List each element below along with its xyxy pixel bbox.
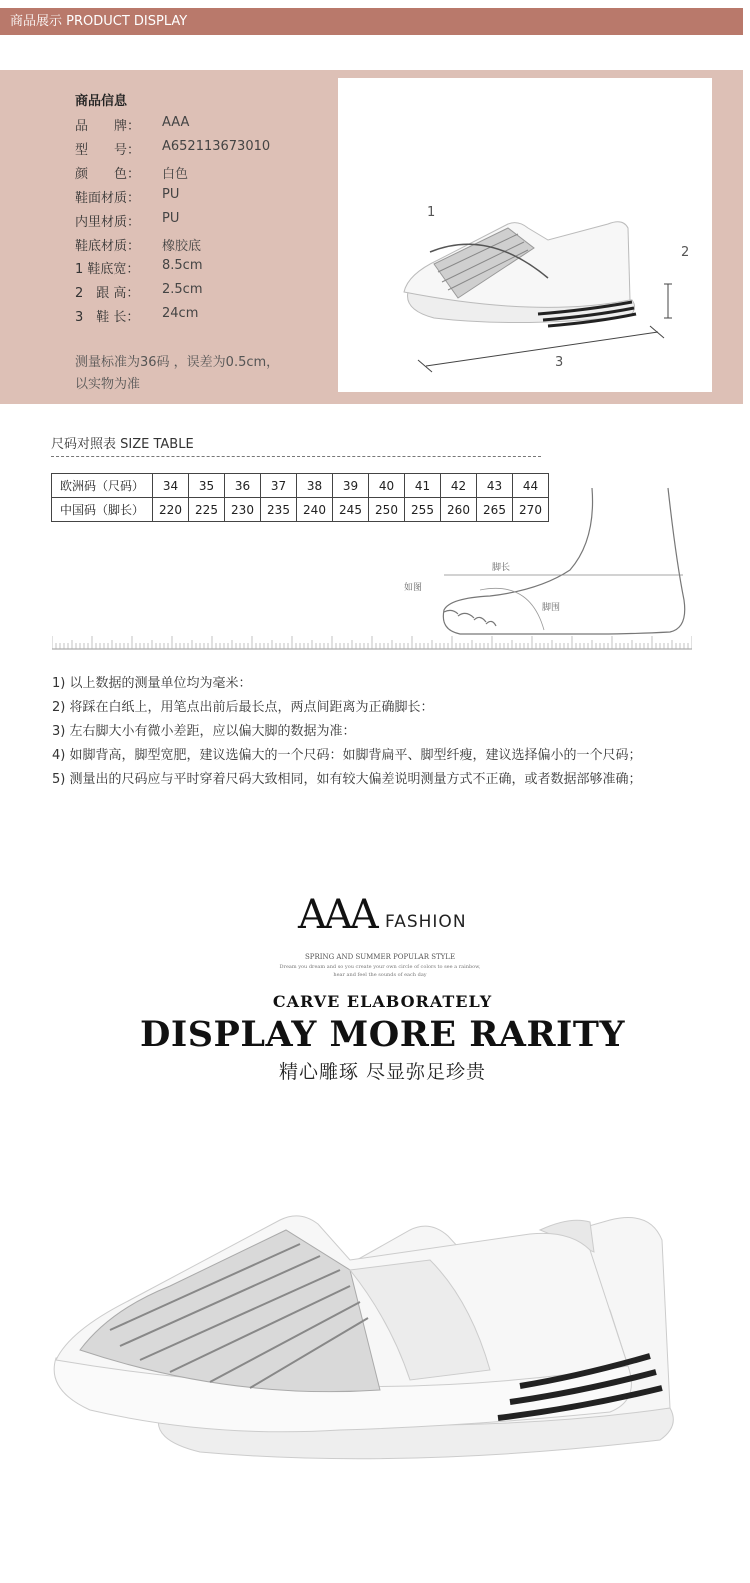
spec-label-lining: 内里材质： xyxy=(75,215,141,230)
table-cell: 260 xyxy=(441,498,477,522)
spec-value-model: A652113673010 xyxy=(162,139,271,154)
slogan-chinese: 精心雕琢 尽显弥足珍贵 xyxy=(278,1061,487,1083)
spec-value-sole: 橡胶底 xyxy=(162,239,202,254)
table-cell: 35 xyxy=(189,474,225,498)
brand-tagline: SPRING AND SUMMER POPULAR STYLE xyxy=(304,953,456,961)
spec-label-sole-width: 1 鞋底宽： xyxy=(75,262,140,277)
brand-small-line1: Dream you dream and so you create your own circle of colors to see a rainbow, xyxy=(279,964,481,970)
diagram-label-3: 3 xyxy=(555,355,564,370)
table-cell: 245 xyxy=(333,498,369,522)
table-cell: 34 xyxy=(153,474,189,498)
spec-value-sole-width: 8.5cm xyxy=(162,258,203,273)
diagram-label-1: 1 xyxy=(427,205,436,220)
table-cell: 39 xyxy=(333,474,369,498)
spec-label-upper: 鞋面材质： xyxy=(75,191,141,206)
brand-logo: AAA xyxy=(298,892,376,938)
foot-toe-label: 如图 xyxy=(404,583,423,593)
foot-circ-label: 脚围 xyxy=(542,603,561,613)
table-cell: 240 xyxy=(297,498,333,522)
table-cell: 38 xyxy=(297,474,333,498)
table-cell-header-eu: 欧洲码（尺码） xyxy=(52,474,153,498)
spec-value-length: 24cm xyxy=(162,306,199,321)
foot-measure-diagram xyxy=(400,480,700,640)
table-cell: 40 xyxy=(369,474,405,498)
table-cell: 44 xyxy=(513,474,549,498)
measurement-note xyxy=(75,352,325,396)
brand-small-text xyxy=(260,963,500,979)
spec-label-length: 3 鞋 长： xyxy=(75,310,140,325)
slogan-carve: CARVE ELABORATELY xyxy=(272,992,493,1011)
spec-label-sole: 鞋底材质： xyxy=(75,239,141,254)
spec-label-heel: 2 跟 高： xyxy=(75,286,140,301)
spec-label-model: 型 号： xyxy=(75,143,141,158)
note-2: 2) 将踩在白纸上，用笔点出前后最长点，两点间距离为正确脚长： xyxy=(52,700,434,715)
table-cell: 220 xyxy=(153,498,189,522)
spec-value-color: 白色 xyxy=(162,167,189,182)
spec-value-upper: PU xyxy=(162,187,180,202)
measurement-note-line1: 测量标准为36码 ，误差为0.5cm， xyxy=(75,355,280,370)
shoe-diagram xyxy=(338,78,712,392)
spec-value-heel: 2.5cm xyxy=(162,282,203,297)
shoe-length-marker xyxy=(426,332,658,366)
table-cell: 37 xyxy=(261,474,297,498)
table-cell: 41 xyxy=(405,474,441,498)
ruler xyxy=(52,636,692,650)
table-cell: 255 xyxy=(405,498,441,522)
size-table-divider xyxy=(51,456,541,457)
brand-fashion: FASHION xyxy=(385,912,467,932)
spec-label-brand: 品 牌： xyxy=(75,119,141,134)
note-4: 4) 如脚背高，脚型宽肥，建议选偏大的一个尺码：如脚背扁平、脚型纤瘦，建议选择偏小的一个尺码； xyxy=(52,748,642,763)
foot-length-label: 脚长 xyxy=(492,563,511,573)
shoe-front-icon xyxy=(54,1216,662,1432)
info-title: 商品信息 xyxy=(75,94,128,109)
foot-circ-line xyxy=(480,588,544,630)
spec-label-color: 颜 色： xyxy=(75,167,141,182)
note-5: 5) 测量出的尺码应与平时穿着尺码大致相同，如有较大偏差说明测量方式不正确，或者数据部够准确； xyxy=(52,772,642,787)
slogan-display: DISPLAY MORE RARITY xyxy=(140,1014,625,1055)
table-cell: 43 xyxy=(477,474,513,498)
note-3: 3) 左右脚大小有微小差距，应以偏大脚的数据为准： xyxy=(52,724,356,739)
table-cell: 225 xyxy=(189,498,225,522)
table-cell: 42 xyxy=(441,474,477,498)
note-1: 1) 以上数据的测量单位均为毫米： xyxy=(52,676,252,691)
table-cell: 230 xyxy=(225,498,261,522)
size-table-title: 尺码对照表 SIZE TABLE xyxy=(51,437,194,452)
table-cell: 270 xyxy=(513,498,549,522)
table-cell: 235 xyxy=(261,498,297,522)
shoe-side-icon xyxy=(404,222,636,326)
section-header: 商品展示 PRODUCT DISPLAY xyxy=(0,8,743,35)
table-cell: 36 xyxy=(225,474,261,498)
diagram-label-2: 2 xyxy=(681,245,690,260)
shoe-diagram-panel xyxy=(338,78,712,392)
spec-value-brand: AAA xyxy=(162,115,190,130)
brand-small-line2: hear and feel the sounds of each day xyxy=(333,972,427,978)
shoes-product-image xyxy=(50,1190,700,1490)
table-cell: 250 xyxy=(369,498,405,522)
table-cell-header-cn: 中国码（脚长） xyxy=(52,498,153,522)
measurement-note-line2: 以实物为准 xyxy=(75,377,141,392)
spec-value-lining: PU xyxy=(162,211,180,226)
table-cell: 265 xyxy=(477,498,513,522)
foot-outline-icon xyxy=(443,488,684,634)
